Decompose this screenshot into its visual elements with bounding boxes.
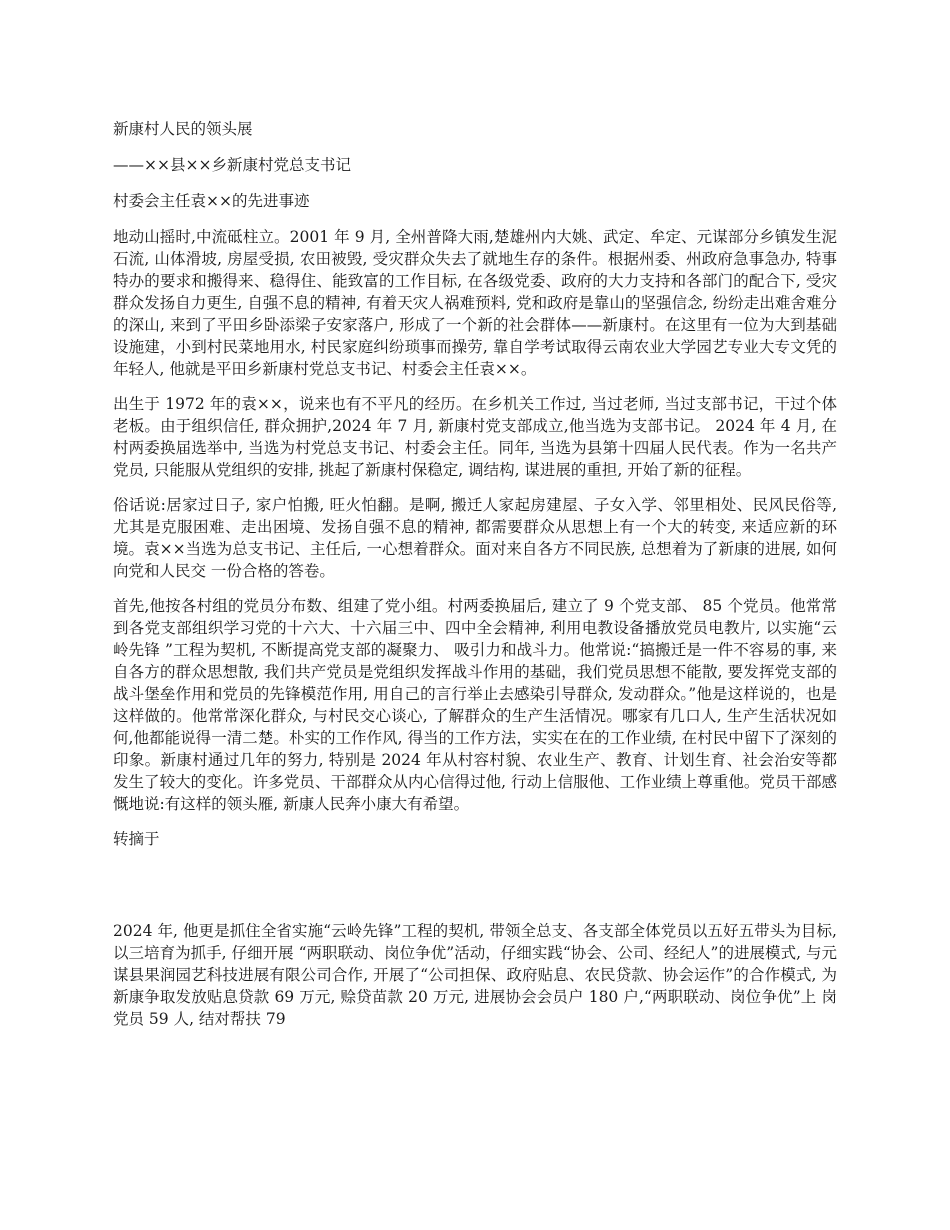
paragraph-source-note: 转摘于: [113, 830, 160, 848]
document-title: 新康村人民的领头展: [113, 120, 253, 138]
paragraph-continuation: 2024 年, 他更是抓住全省实施“云岭先锋”工程的契机, 带领全总支、各支部全体党员以五好五带头为目标, 以三培育为抓手, 仔细开展 “两职联动、岗位争优”活动，仔细实践“协会、公司、经纪人”的进展模式, 与元谋县果润园艺科技进展有限公司合作, 开展了“公司担保、政府贴息、农民贷款、协会运作”的合作模式, 为新康争取发放贴息贷款 69 万元, 赊贷苗款 20 万元, 进展协会会员户 180 户,“两职联动、岗位争优”上 岗党员 59 人, 结对帮扶 79: [113, 922, 837, 1028]
paragraph-saying: 俗话说:居家过日子, 家户怕搬, 旺火怕翻。是啊, 搬迁人家起房建屋、子女入学、邻里相处、民风民俗等, 尤其是克服困难、走出困境、发扬自强不息的精神, 都需要群众从思想上有一个大的转变, 来适应新的环境。袁××当选为总支书记、主任后, 一心想着群众。面对来自各方不同民族, 总想着为了新康的进展, 如何向党和人民交 一份合格的答卷。: [113, 496, 837, 580]
document-subtitle-line2: 村委会主任袁××的先进事迹: [113, 192, 310, 210]
paragraph-party-building: 首先,他按各村组的党员分布数、组建了党小组。村两委换届后, 建立了 9 个党支部、 85 个党员。他常常到各党支部组织学习党的十六大、十六届三中、四中全会精神, 利用电教设备播放党员电教片, 以实施“云岭先锋 ”工程为契机, 不断提高党支部的凝聚力、 吸引力和战斗力。他常说:“搞搬迁是一件不容易的事, 来自各方的群众思想散, 我们共产党员是党组织发挥战斗作用的基础，我们党员思想不能散, 要发挥党支部的战斗堡垒作用和党员的先锋模范作用, 用自己的言行举止去感染引导群众, 发动群众。”他是这样说的，也是这样做的。他常常深化群众, 与村民交心谈心, 了解群众的生产生活情况。哪家有几口人, 生产生活状况如何,他都能说得一清二楚。朴实的工作作风, 得当的工作方法，实实在在的工作业绩, 在村民中留下了深刻的印象。新康村通过几年的努力, 特别是 2024 年从村容村貌、农业生产、教育、计划生育、社会治安等都发生了较大的变化。许多党员、干部群众从内心信得过他, 行动上信服他、工作业绩上尊重他。党员干部感慨地说:有这样的领头雁, 新康人民奔小康大有希望。: [113, 597, 837, 813]
paragraph-intro: 地动山摇时,中流砥柱立。2001 年 9 月, 全州普降大雨,楚雄州内大姚、武定、牟定、元谋部分乡镇发生泥石流, 山体滑坡, 房屋受损, 农田被毁, 受灾群众失去了就地生存的条件。根据州委、州政府急事急办, 特事特办的要求和搬得来、稳得住、能致富的工作目标, 在各级党委、政府的大力支持和各部门的配合下, 受灾群众发扬自力更生, 自强不息的精神, 有着天灾人祸难预料, 党和政府是靠山的坚强信念, 纷纷走出难舍难分的深山, 来到了平田乡卧添梁子安家落户, 形成了一个新的社会群体——新康村。在这里有一位为大到基础设施建，小到村民菜地用水, 村民家庭纠纷琐事而操劳, 靠自学考试取得云南农业大学园艺专业大专文凭的年轻人, 他就是平田乡新康村党总支书记、村委会主任袁××。: [113, 228, 837, 378]
page-gap: [113, 863, 837, 920]
document-page: [113, 118, 837, 1043]
document-subtitle-line1: ——××县××乡新康村党总支书记: [113, 156, 351, 174]
paragraph-background: 出生于 1972 年的袁××，说来也有不平凡的经历。在乡机关工作过, 当过老师, 当过支部书记，干过个体老板。由于组织信任, 群众拥护,2024 年 7 月, 新康村党支部成立,他当选为支部书记。 2024 年 4 月, 在村两委换届选举中, 当选为村党总支书记、村委会主任。同年, 当选为县第十四届人民代表。作为一名共产党员, 只能服从党组织的安排, 挑起了新康村保稳定, 调结构, 谋进展的重担, 开始了新的征程。: [113, 395, 837, 479]
